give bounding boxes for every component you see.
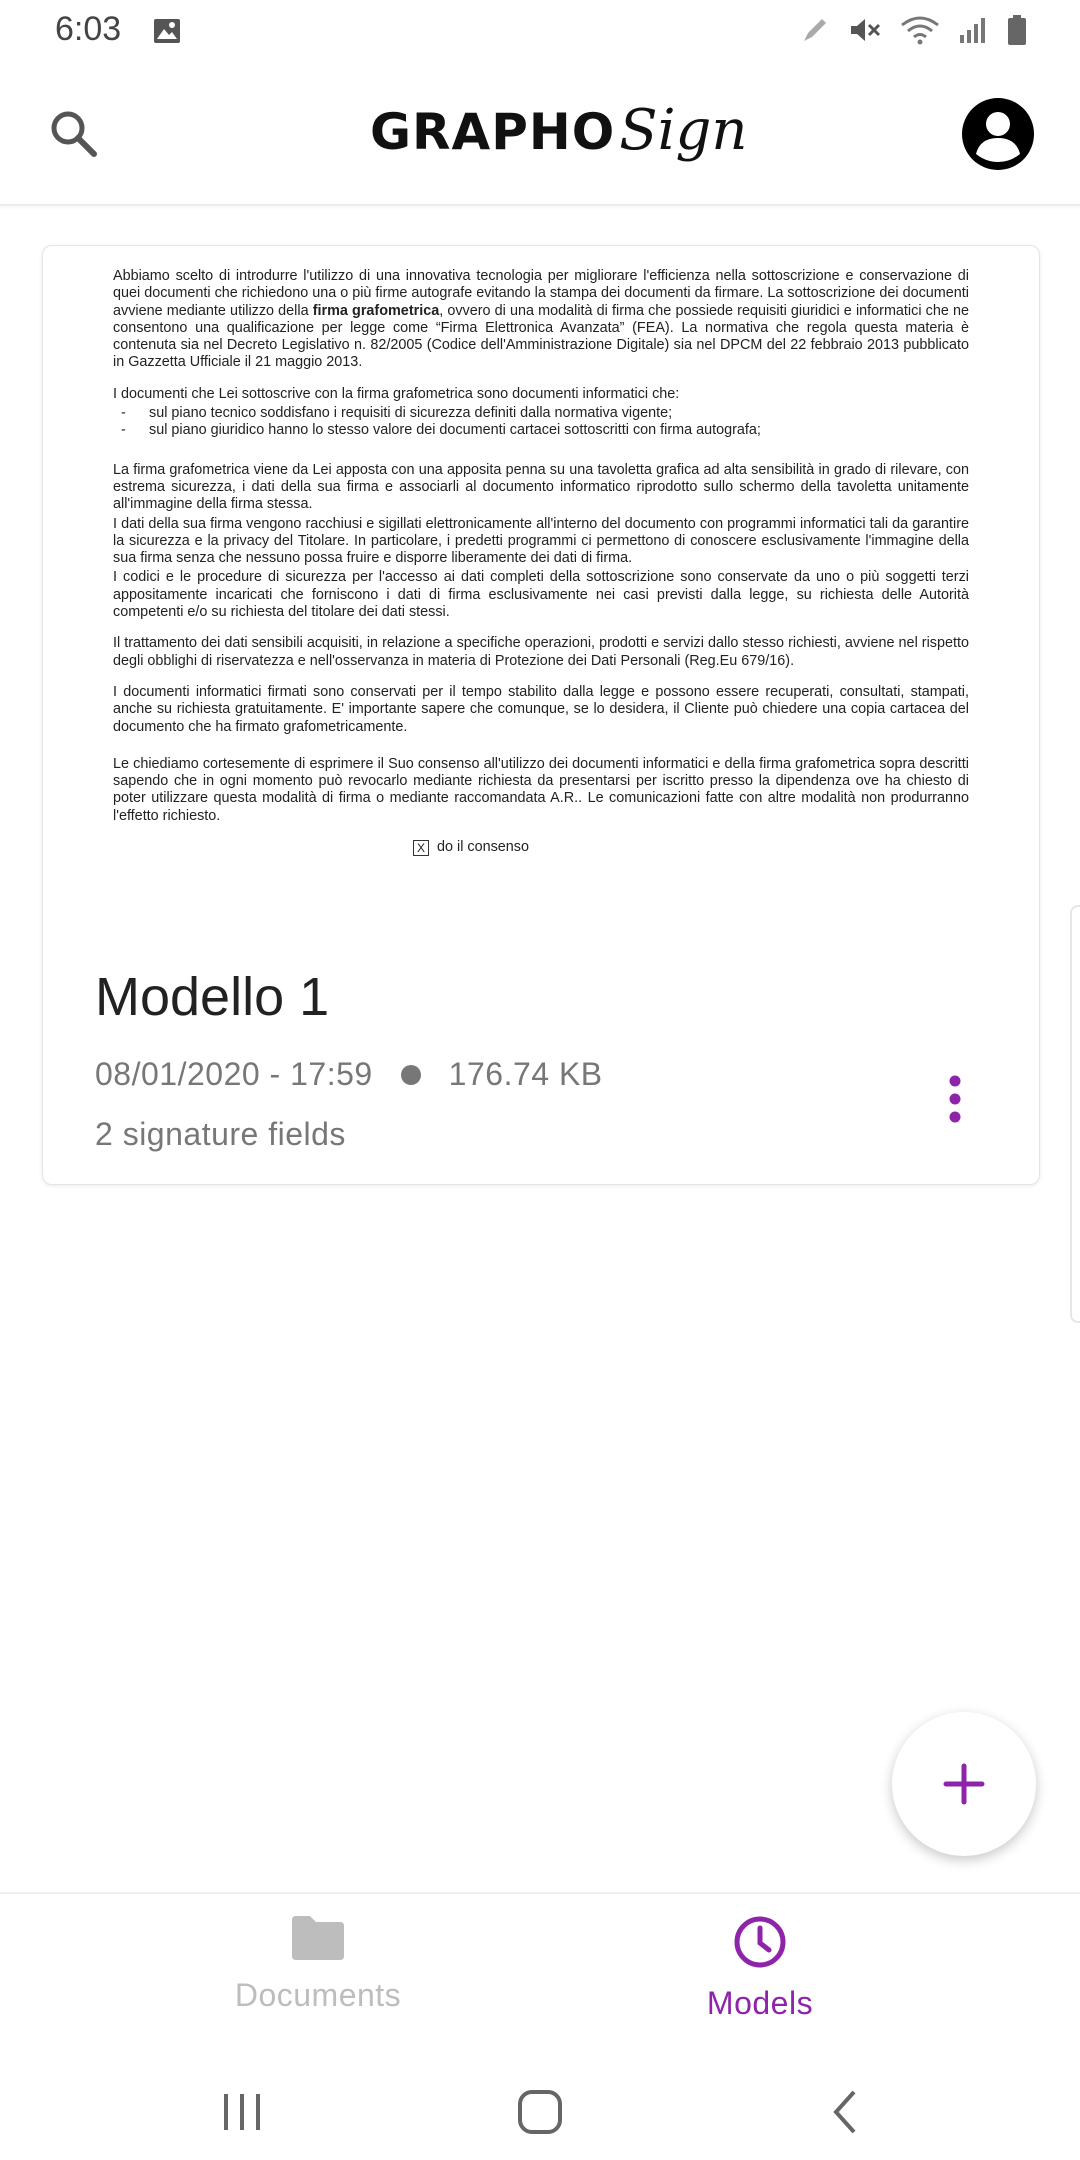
preview-p4: I dati della sua firma vengono racchiusi e sigillati elettronicamente all'interno del documento con programmi informatici tali da garantire la sicurezza e la privacy del Titolare. In particolare, i predetti programmi ci permettono di conoscere esclusivamente l'immagine della sua firma senza che nessuno possa fruire e disporre liberamente dei dati di firma. xyxy=(113,515,969,567)
wifi-icon xyxy=(900,15,940,50)
preview-p8: Le chiediamo cortesemente di esprimere il Suo consenso all'utilizzo dei documenti informatici e della firma grafometrica sopra descritti sapendo che in ogni momento può revocarlo mediante richiesta da presentarsi per iscritto presso la dipendenza ove ha chiesto di poter utilizzare questa modalità di firma o mediante raccomandata A.R.. Le comunicazioni fatte con altre modalità non produrranno l'effetto richiesto. xyxy=(113,755,969,824)
logo-part1: GRAPHO xyxy=(370,103,616,161)
add-model-button[interactable] xyxy=(892,1712,1036,1856)
image-notification-icon xyxy=(152,16,182,51)
model-title: Modello 1 xyxy=(95,967,330,1027)
preview-p1-bold: firma grafometrica xyxy=(312,302,440,319)
logo-part2: Sign xyxy=(619,98,748,163)
preview-bullet-2: - sul piano giuridico hanno lo stesso valore dei documenti cartacei sottoscritti con firma autografa; xyxy=(149,422,969,439)
nav-documents[interactable] xyxy=(168,1914,468,2014)
back-button[interactable] xyxy=(816,2084,876,2140)
system-navigation-bar xyxy=(0,2062,1080,2160)
mute-icon xyxy=(848,15,882,50)
status-bar xyxy=(0,0,1080,64)
more-vert-icon xyxy=(933,1071,977,1127)
preview-p6: Il trattamento dei dati sensibili acquisiti, in relazione a specifiche operazioni, prodotti e servizi dallo stesso richiesti, avviene nel rispetto degli obblighi di riservatezza e nell'osservanza in materia di Protezione dei Dati Personali (Reg.Eu 679/16). xyxy=(113,635,969,669)
bottom-navigation xyxy=(0,1892,1080,2064)
consent-checkbox: X xyxy=(413,840,429,856)
account-button[interactable] xyxy=(960,96,1036,172)
recents-button[interactable] xyxy=(212,2084,272,2140)
separator-dot-icon xyxy=(401,1065,421,1085)
preview-p2: I documenti che Lei sottoscrive con la firma grafometrica sono documenti informatici che: xyxy=(113,385,680,402)
preview-bullet-1: - sul piano tecnico soddisfano i requisiti di sicurezza definiti dalla normativa vigente; xyxy=(149,405,969,422)
consent-label: do il consenso xyxy=(437,839,530,856)
model-card[interactable] xyxy=(42,245,1040,1185)
nav-models[interactable] xyxy=(610,1914,910,2022)
more-options-button[interactable] xyxy=(933,1071,977,1127)
clock-icon xyxy=(732,1914,788,1970)
preview-p3: La firma grafometrica viene da Lei apposta con una apposita penna su una tavoletta grafica ad alta sensibilità in grado di rilevare, con estrema sicurezza, i dati della sua firma e associarli al documento informatico riprodotto sullo schermo della tavoletta unitamente all'immagine della firma stessa. xyxy=(113,461,969,513)
recents-icon xyxy=(212,2084,272,2140)
preview-list xyxy=(113,405,969,440)
model-size: 176.74 KB xyxy=(448,1056,603,1092)
search-icon xyxy=(46,106,102,162)
back-icon xyxy=(816,2084,876,2140)
folder-icon xyxy=(290,1914,346,1962)
edge-panel-handle[interactable] xyxy=(1070,905,1080,1323)
account-circle-icon xyxy=(960,96,1036,172)
app-logo xyxy=(370,98,747,178)
nav-models-label: Models xyxy=(706,1985,814,2021)
preview-p1a: Abbiamo scelto di introdurre l'utilizzo di una innovativa tecnologia per migliorare l'efficienza nella sottoscrizione e conservazione di quei documenti che richiedono una o più firme autografe evitando la stampa dei documenti da firmare. La sottoscrizione dei documenti avviene mediante utilizzo della xyxy=(113,268,969,319)
battery-icon xyxy=(1006,14,1028,51)
home-button[interactable] xyxy=(510,2084,570,2140)
home-icon xyxy=(510,2084,570,2140)
preview-p7: I documenti informatici firmati sono conservati per il tempo stabilito dalla legge e possono essere recuperati, consultati, stampati, anche su richiesta gratuitamente. E' importante sapere che comunque, se lo desidera, il Cliente può chiedere una copia cartacea del documento che ha firmato grafometricamente. xyxy=(113,683,969,735)
model-signature-fields: 2 signature fields xyxy=(95,1116,346,1152)
plus-icon xyxy=(942,1762,986,1806)
nav-documents-label: Documents xyxy=(234,1977,402,2013)
app-bar xyxy=(0,64,1080,206)
model-meta xyxy=(95,1056,603,1093)
pen-icon xyxy=(800,15,830,50)
model-date: 08/01/2020 - 17:59 xyxy=(95,1056,373,1092)
document-preview xyxy=(113,268,969,936)
preview-p5: I codici e le procedure di sicurezza per l'accesso ai dati completi della sottoscrizione sono conservate da uno o più soggetti terzi appositamente incaricati che forniscono i dati di firma esclusivamente nei casi previsti dalla legge, su richiesta delle Autorità competenti e/o su richiesta del titolare dei dati stessi. xyxy=(113,569,969,621)
signal-icon xyxy=(958,15,988,50)
preview-consent xyxy=(413,839,969,856)
search-button[interactable] xyxy=(46,106,102,162)
preview-p1b: , ovvero di una modalità di firma che possiede requisiti giuridici e informatici che ne consentono una qualificazione per legge come “Firma Elettronica Avanzata” (FEA). La normativa che regola questa materia è contenuta sia nel Decreto Legislativo n. 82/2005 (Codice dell'Amministrazione Digitale) sia nel DPCM del 22 febbraio 2013 pubblicato in Gazzetta Ufficiale il 21 maggio 2013. xyxy=(113,302,969,371)
status-time: 6:03 xyxy=(55,10,122,48)
